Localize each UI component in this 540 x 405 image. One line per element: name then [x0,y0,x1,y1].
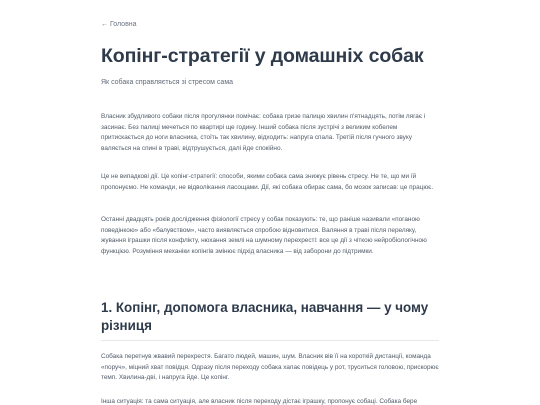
intro-paragraph-1: Власник збудливого собаки після прогулянки помічає: собака гризе палицю хвилин п'ятнадцять, потім лягає і засинає. Без палиці мечеться по квартирі ще годину. Інший собака після зустрічі з великим кобелем притискається до ноги власника, стоїть так хвилину, відходить: напруга спала. Третій після гучного звуку валяється на спині в траві, відтрушується, далі йде спокійно. [101,113,426,152]
intro-paragraph-2: Це не випадкові дії. Це копінг-стратегії: способи, якими собака сама знижує рівень стресу. Не те, що ми їй пропонуємо. Не команди, не відволікання ласощами. Дії, які собака обирає сама, бо мозок записав: це працює. [101,173,434,191]
page-subtitle: Як собака справляється зі стресом сама [101,79,234,86]
section-heading: 1. Копінг, допомога власника, навчання — у чому різниця [101,300,429,333]
intro-paragraph-3: Останні двадцять років дослідження фізіології стресу у собак показують: те, що раніше називали «поганою поведінкою» або «балувством», часто виявляється спробою відновитися. Валяння в траві після переляку, жування іграшки після конфлікту, нюхання землі на шумному перехресті: все це дії з чіткою нейробіологічною функцією. Розуміння механіки копінгів змінює підхід власника — від заборони до підтримки. [101,216,427,255]
section-paragraph-2: Інша ситуація: та сама ситуація, але власник після переходу дістає іграшку, пропонує собаці. Собака бере [101,398,418,405]
page-title: Копінг-стратегії у домашніх собак [101,45,424,67]
section-divider [101,340,439,341]
back-to-home-link[interactable]: ← Головна [101,21,137,28]
section-paragraph-1: Собака перетнув жвавий перехрестя. Багато людей, машин, шум. Власник вів її на короткій дистанції, команда «поруч», міцний хват повідця. Одразу після переходу собака хапає повідець у рот, труситься головою, прискорює темп. Хвилина-дві, і напруга йде. Це копінг. [101,353,439,382]
